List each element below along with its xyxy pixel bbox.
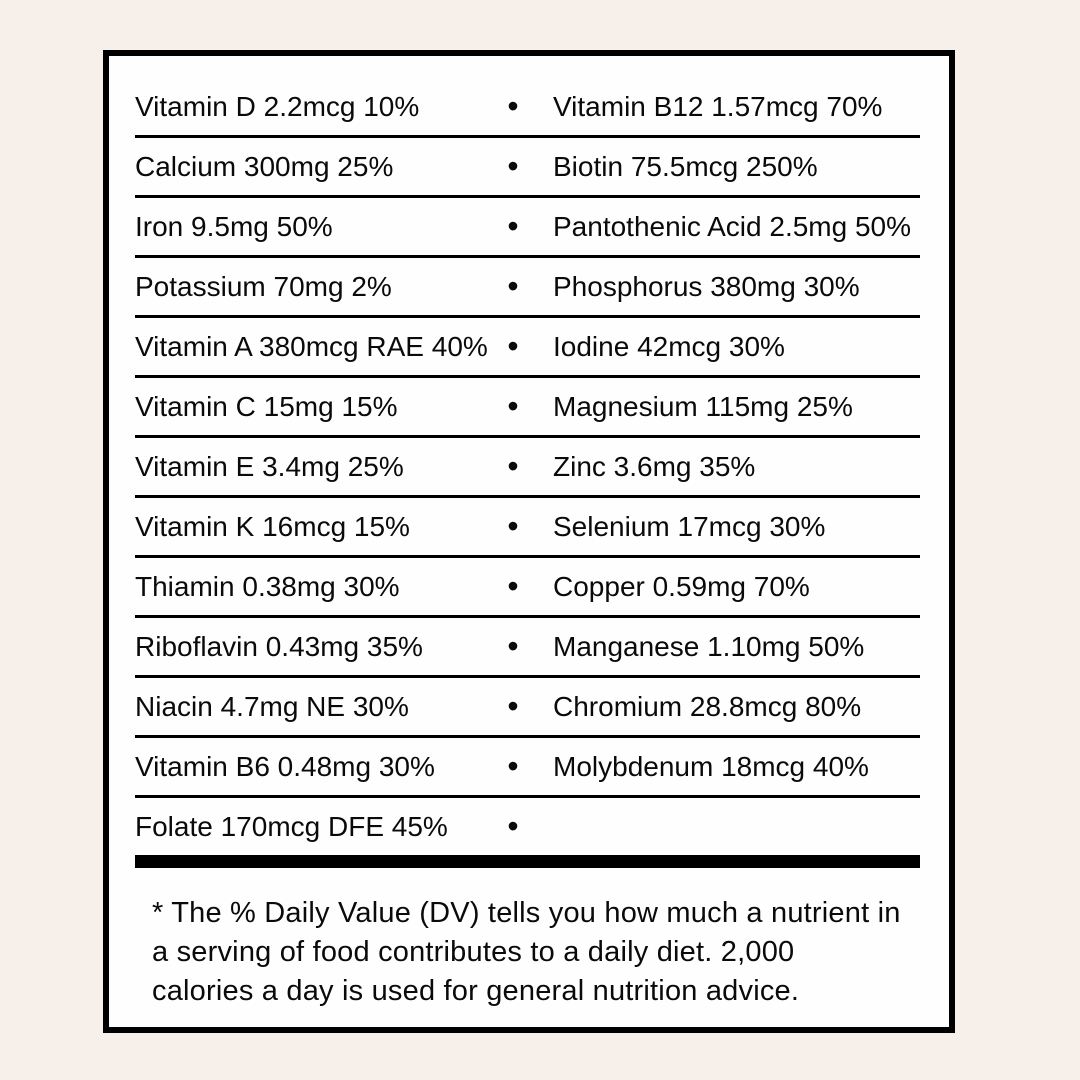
bullet-separator-icon: •: [507, 807, 519, 844]
nutrient-table: [109, 56, 949, 855]
bullet-separator-icon: •: [507, 147, 519, 184]
bullet-separator-icon: •: [507, 507, 519, 544]
nutrient-right-label: Copper 0.59mg 70%: [553, 570, 810, 602]
nutrient-row: [135, 198, 920, 258]
bullet-separator-icon: •: [507, 267, 519, 304]
nutrient-left-label: Niacin 4.7mg NE 30%: [135, 690, 409, 722]
nutrient-row: [135, 558, 920, 618]
nutrient-right-label: Biotin 75.5mcg 250%: [553, 150, 818, 182]
nutrient-right-label: Chromium 28.8mcg 80%: [553, 690, 862, 722]
nutrient-left-label: Calcium 300mg 25%: [135, 150, 394, 182]
bullet-separator-icon: •: [507, 327, 519, 364]
nutrient-left-label: Vitamin K 16mcg 15%: [135, 510, 410, 542]
nutrient-row: [135, 258, 920, 318]
bullet-separator-icon: •: [507, 387, 519, 424]
thick-divider-bar: [135, 855, 920, 868]
nutrient-left-label: Potassium 70mg 2%: [135, 270, 392, 302]
bullet-separator-icon: •: [507, 567, 519, 604]
bullet-separator-icon: •: [507, 747, 519, 784]
footnote-line: a serving of food contributes to a daily diet. 2,000: [152, 936, 795, 968]
nutrient-left-label: Riboflavin 0.43mg 35%: [135, 630, 423, 662]
nutrition-label-panel: [103, 50, 955, 1033]
nutrient-right-label: Selenium 17mcg 30%: [553, 510, 826, 542]
bullet-separator-icon: •: [507, 627, 519, 664]
nutrient-right-label: Vitamin B12 1.57mcg 70%: [553, 90, 883, 122]
nutrient-row: [135, 378, 920, 438]
bullet-separator-icon: •: [507, 207, 519, 244]
nutrient-row: [135, 618, 920, 678]
nutrient-right-label: Iodine 42mcg 30%: [553, 330, 785, 362]
nutrient-row: [135, 138, 920, 198]
nutrient-right-label: Zinc 3.6mg 35%: [553, 450, 756, 482]
nutrient-row: [135, 798, 920, 855]
nutrient-right-label: Phosphorus 380mg 30%: [553, 270, 860, 302]
bullet-separator-icon: •: [507, 447, 519, 484]
nutrient-row: [135, 738, 920, 798]
footnote-line: * The % Daily Value (DV) tells you how much a nutrient in: [152, 897, 901, 929]
nutrient-left-label: Vitamin A 380mcg RAE 40%: [135, 330, 488, 362]
nutrient-right-label: Molybdenum 18mcg 40%: [553, 750, 869, 782]
nutrient-right-label: Pantothenic Acid 2.5mg 50%: [553, 210, 912, 242]
nutrient-right-label: Magnesium 115mg 25%: [553, 390, 853, 422]
nutrient-left-label: Vitamin B6 0.48mg 30%: [135, 750, 435, 782]
nutrient-left-label: Vitamin C 15mg 15%: [135, 390, 398, 422]
nutrient-left-label: Folate 170mcg DFE 45%: [135, 810, 448, 842]
nutrient-row: [135, 438, 920, 498]
nutrient-left-label: Iron 9.5mg 50%: [135, 210, 333, 242]
nutrient-left-label: Vitamin D 2.2mcg 10%: [135, 90, 420, 122]
nutrient-row: [135, 678, 920, 738]
footnote-line: calories a day is used for general nutrition advice.: [152, 975, 800, 1007]
bullet-separator-icon: •: [507, 87, 519, 124]
nutrient-row: [135, 498, 920, 558]
daily-value-footnote: [152, 894, 920, 1011]
nutrient-left-label: Thiamin 0.38mg 30%: [135, 570, 400, 602]
bullet-separator-icon: •: [507, 687, 519, 724]
nutrient-row: [135, 318, 920, 378]
nutrient-right-label: Manganese 1.10mg 50%: [553, 630, 865, 662]
nutrient-left-label: Vitamin E 3.4mg 25%: [135, 450, 404, 482]
nutrient-row: [135, 78, 920, 138]
